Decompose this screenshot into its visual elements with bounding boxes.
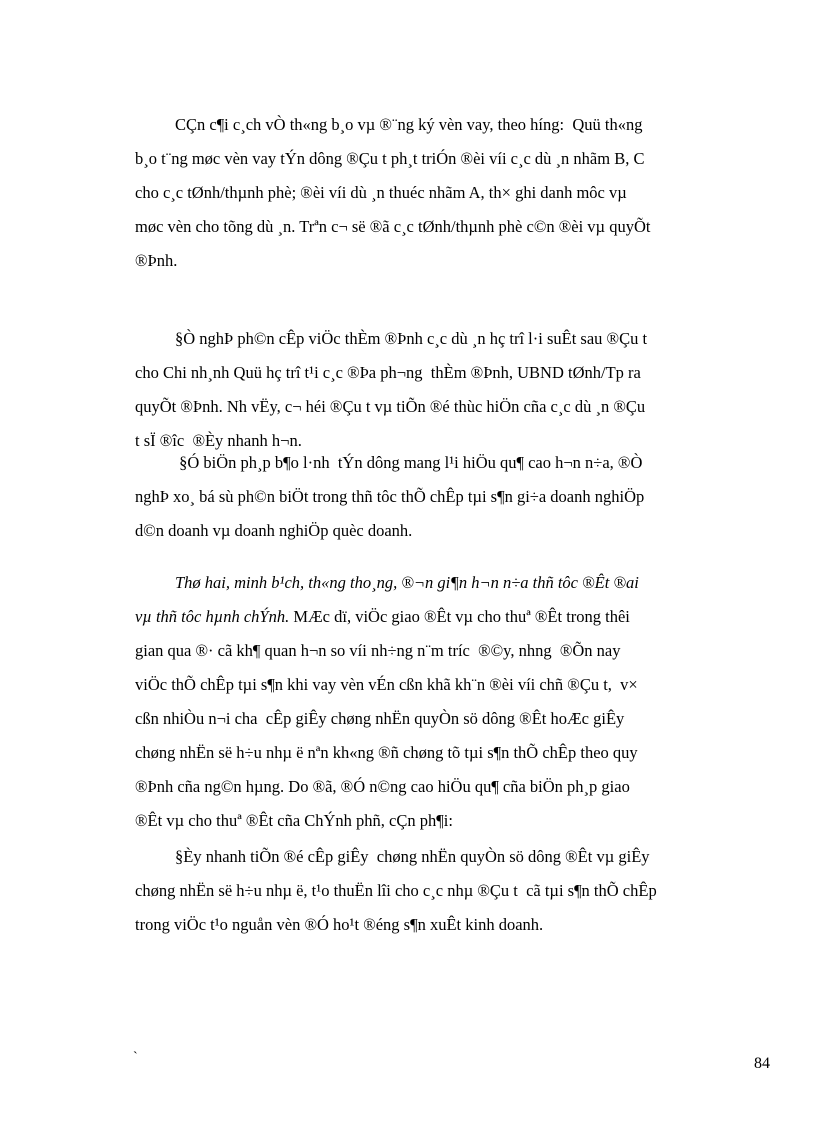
text-line: gian qua ®· cã kh¶ quan h¬n so víi nh÷ng n¨m tríc ®©y, nhng ®Õn nay (135, 641, 621, 660)
text-line: chøng nhËn së h÷u nhµ ë nªn kh«ng ®ñ chøng tõ tµi s¶n thÕ chÊp theo quy (135, 743, 638, 762)
text-line: ®Êt vµ cho thuª ®Êt cña ChÝnh phñ, cÇn ph¶i: (135, 811, 453, 830)
text-line: §Ó biÖn ph¸p b¶o l·nh tÝn dông mang l¹i hiÖu qu¶ cao h¬n n÷a, ®Ò (175, 453, 643, 472)
footer-mark: ` (133, 1050, 138, 1065)
text-line: chøng nhËn së h÷u nhµ ë, t¹o thuËn lîi cho c¸c nhµ ®Çu t cã tµi s¶n thÕ chÊp (135, 881, 657, 900)
text-line: ®Þnh cña ng©n hµng. Do ®ã, ®Ó n©ng cao hiÖu qu¶ cña biÖn ph¸p giao (135, 777, 630, 796)
text-line: §Ò nghÞ ph©n cÊp viÖc thÈm ®Þnh c¸c dù ¸n hç trî l·i suÊt sau ®Çu t (175, 329, 648, 348)
text-line: §Èy nhanh tiÕn ®é cÊp giÊy chøng nhËn quyÒn sö dông ®Êt vµ giÊy (175, 847, 650, 866)
text-line: cho Chi nh¸nh Quü hç trî t¹i c¸c ®Þa ph¬ng thÈm ®Þnh, UBND tØnh/Tp ra (135, 363, 641, 382)
text-line: t sÏ ®îc ®Èy nhanh h¬n. (135, 431, 302, 450)
text-line: ®Þnh. (135, 251, 178, 270)
text-line (135, 600, 775, 634)
text-line: cßn nhiÒu n¬i cha cÊp giÊy chøng nhËn quyÒn sö dông ®Êt hoÆc giÊy (135, 709, 625, 728)
text-line: d©n doanh vµ doanh nghiÖp quèc doanh. (135, 521, 413, 540)
text-fragment: MÆc dï, viÖc giao ®Êt vµ cho thuª ®Êt trong thêi (289, 607, 630, 626)
text-line: møc vèn cho tõng dù ¸n. Trªn c¬ së ®ã c¸c tØnh/thµnh phè c©n ®èi vµ quyÕt (135, 217, 651, 236)
text-line: CÇn c¶i c¸ch vÒ th«ng b¸o vµ ®¨ng ký vèn vay, theo híng: Quü th«ng (175, 115, 643, 134)
text-line: viÖc thÕ chÊp tµi s¶n khi vay vèn vÉn cßn khã kh¨n ®èi víi chñ ®Çu t, v× (135, 675, 638, 694)
italic-heading-end: vµ thñ tôc hµnh chÝnh. (135, 607, 290, 626)
paragraph-4 (135, 566, 775, 838)
paragraph-3 (135, 446, 775, 548)
paragraph-1 (135, 108, 775, 278)
paragraph-5 (135, 840, 775, 942)
paragraph-2 (135, 322, 775, 458)
text-line: b¸o t¨ng møc vèn vay tÝn dông ®Çu t ph¸t triÓn ®èi víi c¸c dù ¸n nhãm B, C (135, 149, 645, 168)
italic-heading-line: Thø hai, minh b¹ch, th«ng tho¸ng, ®¬n gi¶n h¬n n÷a thñ tôc ®Êt ®ai (175, 573, 639, 592)
page-number: 84 (754, 1055, 770, 1072)
text-line: quyÕt ®Þnh. Nh vËy, c¬ héi ®Çu t vµ tiÕn ®é thùc hiÖn cña c¸c dù ¸n ®Çu (135, 397, 646, 416)
text-line: trong viÖc t¹o nguån vèn ®Ó ho¹t ®éng s¶n xuÊt kinh doanh. (135, 915, 544, 934)
text-line: nghÞ xo¸ bá sù ph©n biÖt trong thñ tôc thÕ chÊp tµi s¶n gi÷a doanh nghiÖp (135, 487, 645, 506)
text-line: cho c¸c tØnh/thµnh phè; ®èi víi dù ¸n thuéc nhãm A, th× ghi danh môc vµ (135, 183, 627, 202)
